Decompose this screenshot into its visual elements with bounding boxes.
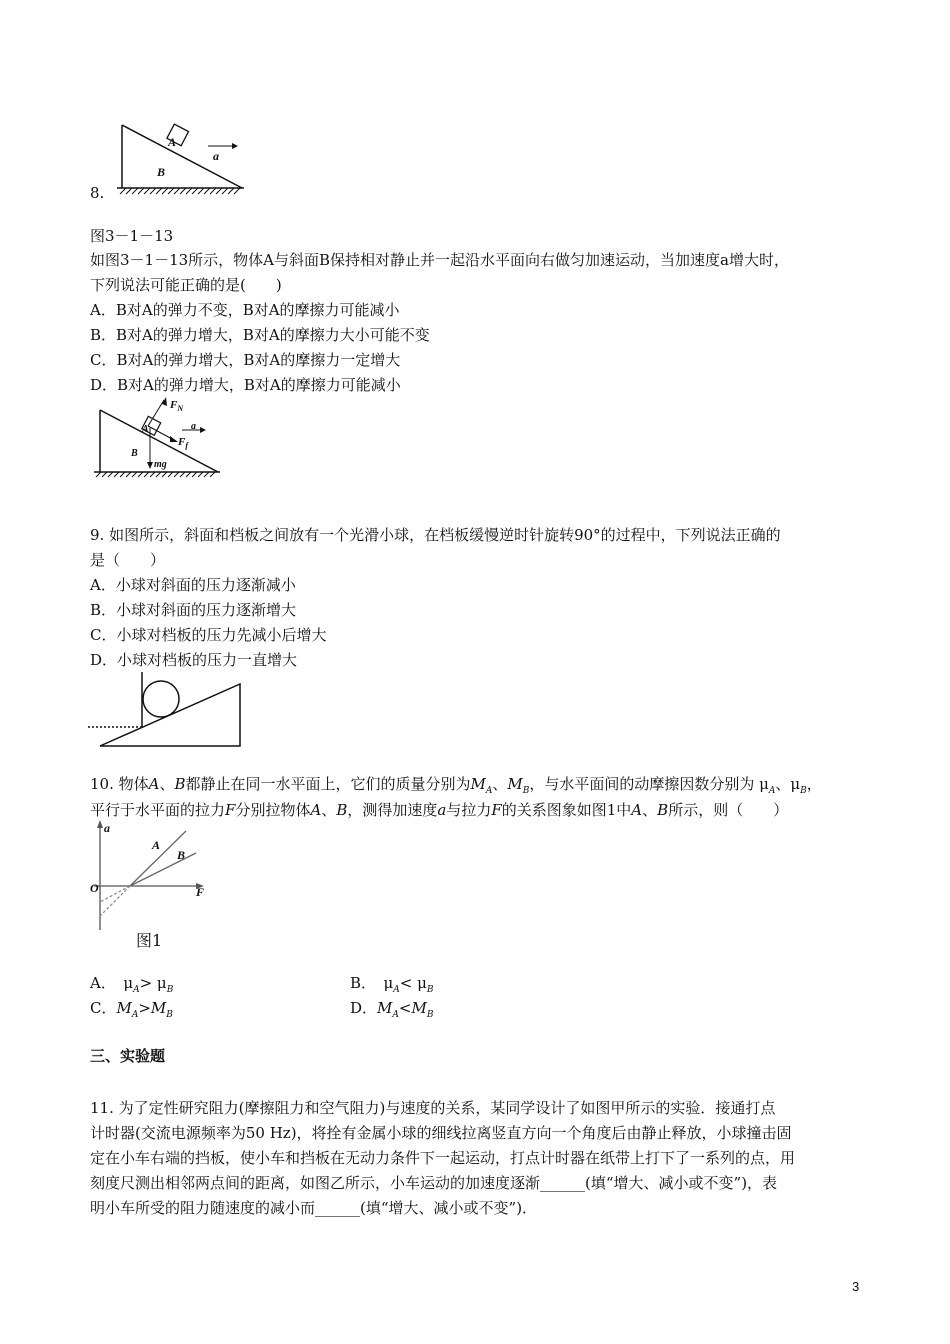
q10-option-c: C．$M_A>M_B$	[90, 999, 173, 1020]
q11-line1: 11. 为了定性研究阻力(摩擦阻力和空气阻力)与速度的关系，某同学设计了如图甲所示的实验．接通打点	[90, 1099, 776, 1117]
q9-option-b: B．小球对斜面的压力逐渐增大	[90, 601, 297, 619]
q8-option-d: D．B对A的弹力增大，B对A的摩擦力可能减小	[90, 376, 401, 394]
section-heading-experiment: 三、实验题	[90, 1047, 166, 1065]
q10-option-a: A． $\mu_A> \mu_B$	[90, 974, 174, 995]
q8-fig1-label-b: B	[157, 165, 166, 179]
q8-stem-line1: 如图3－1－13所示，物体A与斜面B保持相对静止并一起沿水平面向右做匀加速运动，当加速度a增大时，	[90, 251, 789, 269]
q9-option-c: C．小球对档板的压力先减小后增大	[90, 626, 327, 644]
q9-ball-incline-figure	[88, 670, 248, 750]
q9-option-d: D．小球对档板的压力一直增大	[90, 651, 298, 669]
q10-graph-axis-f: F	[196, 885, 205, 899]
q8-fig1-label-a-block: A	[168, 135, 177, 149]
q11-line4: 刻度尺测出相邻两点间的距离，如图乙所示，小车运动的加速度逐渐______(填“增大、减小或不变”)，表	[90, 1174, 778, 1192]
q10-graph-axis-a: a	[104, 821, 110, 835]
q8-option-c: C．B对A的弹力增大，B对A的摩擦力一定增大	[90, 351, 401, 369]
q9-stem-line1: 9. 如图所示，斜面和档板之间放有一个光滑小球，在档板缓慢逆时针旋转90°的过程中，下列说法正确的	[90, 526, 781, 544]
q10-stem-line2: 平行于水平面的拉力F分别拉物体A、B，测得加速度a与拉力F的关系图象如图1中A、B所示，则（ ）	[90, 801, 789, 819]
q10-option-b: B． $\mu_A< \mu_B$	[350, 974, 434, 995]
q10-figure-caption: 图1	[136, 931, 163, 950]
q11-line3: 定在小车右端的挡板，使小车和挡板在无动力条件下一起运动，打点计时器在纸带上打下了一系列的点，用	[90, 1149, 796, 1167]
page-number: 3	[852, 1279, 860, 1294]
q8-fig2-label-mg: mg	[154, 459, 167, 470]
q9-stem-line2: 是（ ）	[90, 551, 166, 569]
q8-fig2-label-a-accel: a	[191, 421, 196, 432]
q10-graph-line-a: A	[152, 838, 161, 852]
q11-line5: 明小车所受的阻力随速度的减小而______(填“增大、减小或不变”)．	[90, 1199, 538, 1217]
q10-graph-line-b: B	[177, 848, 186, 862]
q8-fig1-label-a-accel: a	[213, 149, 219, 163]
q10-stem-line1: 10. 物体A、B都静止在同一水平面上，它们的质量分别为$M_A$、$M_B$，与水平面间的动摩擦因数分别为 $\mu_A$、$\mu_B$，	[90, 775, 822, 796]
q9-option-a: A．小球对斜面的压力逐渐减小	[90, 576, 296, 594]
q8-stem-line2: 下列说法可能正确的是( )	[90, 276, 282, 294]
q11-line2: 计时器(交流电源频率为50 Hz)，将拴有金属小球的细线拉离竖直方向一个角度后由静止释放，小球撞击固	[90, 1124, 792, 1142]
q8-fig2-label-b: B	[131, 448, 138, 459]
q8-fig2-label-fn: $F_N$	[170, 399, 184, 414]
q10-graph-origin: O	[90, 881, 99, 895]
q8-fig2-label-a-block: A	[142, 424, 149, 435]
q10-option-d: D．$M_A<M_B$	[350, 999, 434, 1020]
q8-option-b: B．B对A的弹力增大，B对A的摩擦力大小可能不变	[90, 326, 430, 344]
q8-number: 8.	[90, 184, 105, 202]
q8-option-a: A．B对A的弹力不变，B对A的摩擦力可能减小	[90, 301, 400, 319]
q8-fig2-label-ff: $F_f$	[178, 436, 189, 451]
q8-caption: 图3－1－13	[90, 227, 174, 245]
q8-incline-figure	[112, 120, 252, 200]
